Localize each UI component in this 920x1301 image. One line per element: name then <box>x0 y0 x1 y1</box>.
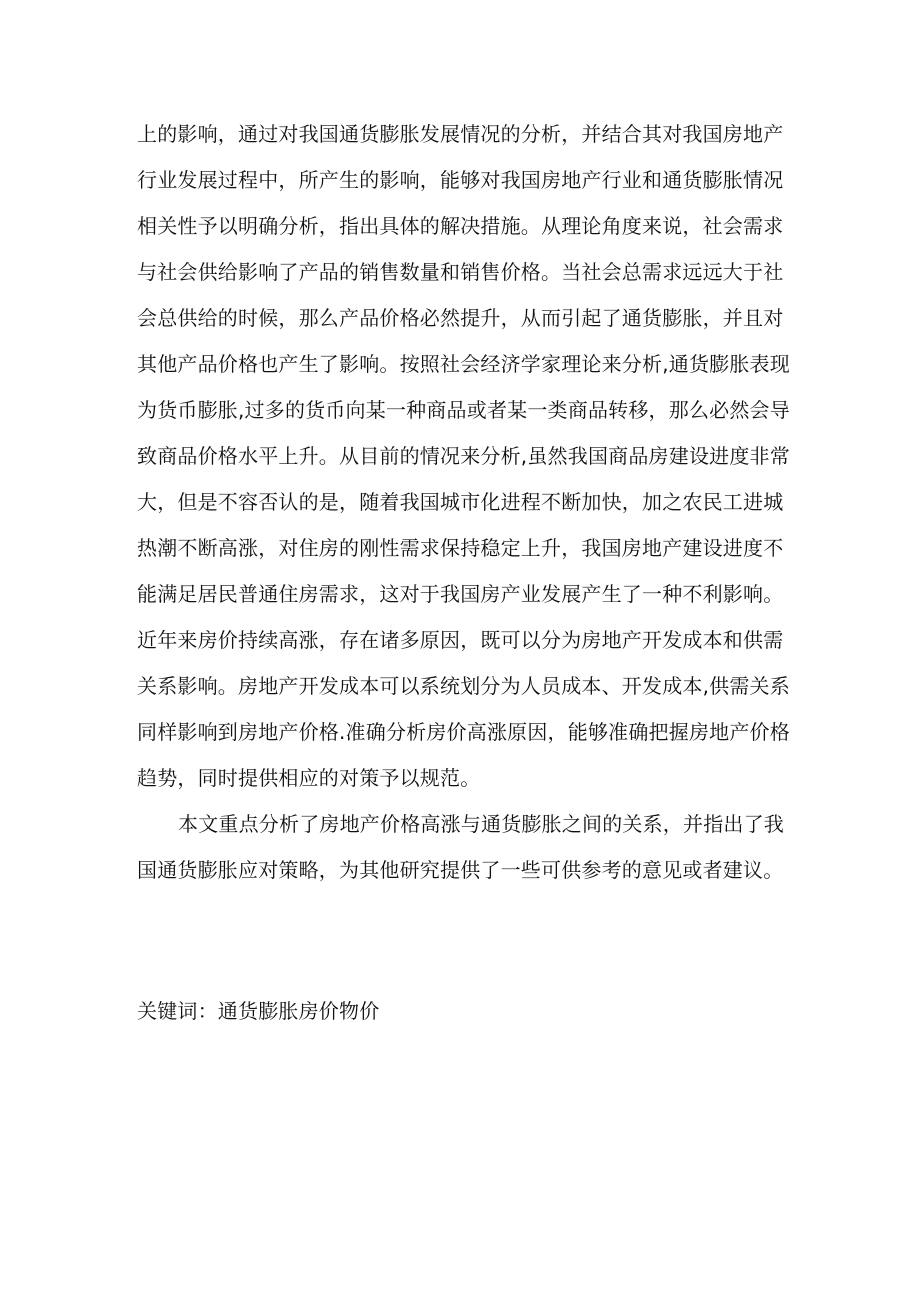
paragraph-line: 趋势，同时提供相应的对策予以规范。 <box>137 766 481 790</box>
paragraph-line: 大，但是不容否认的是，随着我国城市化进程不断加快，加之农民工进城 <box>137 490 784 514</box>
paragraph-line: 行业发展过程中，所产生的影响，能够对我国房地产行业和通货膨胀情况 <box>137 168 784 192</box>
paragraph-line: 国通货膨胀应对策略，为其他研究提供了一些可供参考的意见或者建议。 <box>137 858 784 882</box>
paragraph-line: 其他产品价格也产生了影响。按照社会经济学家理论来分析,通货膨胀表现 <box>137 352 790 376</box>
paragraph-line: 热潮不断高涨，对住房的刚性需求保持稳定上升，我国房地产建设进度不 <box>137 536 784 560</box>
paragraph-line: 近年来房价持续高涨，存在诸多原因，既可以分为房地产开发成本和供需 <box>137 628 784 652</box>
paragraph-line: 本文重点分析了房地产价格高涨与通货膨胀之间的关系，并指出了我 <box>178 812 784 836</box>
paragraph-2 <box>137 801 797 893</box>
paragraph-line: 能满足居民普通住房需求，这对于我国房产业发展产生了一种不利影响。 <box>137 582 784 606</box>
paragraph-line: 致商品价格水平上升。从目前的情况来分析,虽然我国商品房建设进度非常 <box>137 444 790 468</box>
paragraph-line: 与社会供给影响了产品的销售数量和销售价格。当社会总需求远远大于社 <box>137 260 784 284</box>
paragraph-line: 为货币膨胀,过多的货币向某一种商品或者某一类商品转移，那么必然会导 <box>137 398 790 422</box>
paragraph-line: 关系影响。房地产开发成本可以系统划分为人员成本、开发成本,供需关系 <box>137 674 790 698</box>
paragraph-line: 相关性予以明确分析，指出具体的解决措施。从理论角度来说，社会需求 <box>137 214 784 238</box>
body-text <box>137 111 797 893</box>
keywords-line: 关键词：通货膨胀房价物价 <box>137 999 380 1023</box>
paragraph-line: 上的影响，通过对我国通货膨胀发展情况的分析，并结合其对我国房地产 <box>137 122 784 146</box>
paragraph-line: 会总供给的时候，那么产品价格必然提升，从而引起了通货膨胀，并且对 <box>137 306 784 330</box>
paragraph-line: 同样影响到房地产价格.准确分析房价高涨原因，能够准确把握房地产价格 <box>137 720 790 744</box>
paragraph-1 <box>137 111 797 801</box>
